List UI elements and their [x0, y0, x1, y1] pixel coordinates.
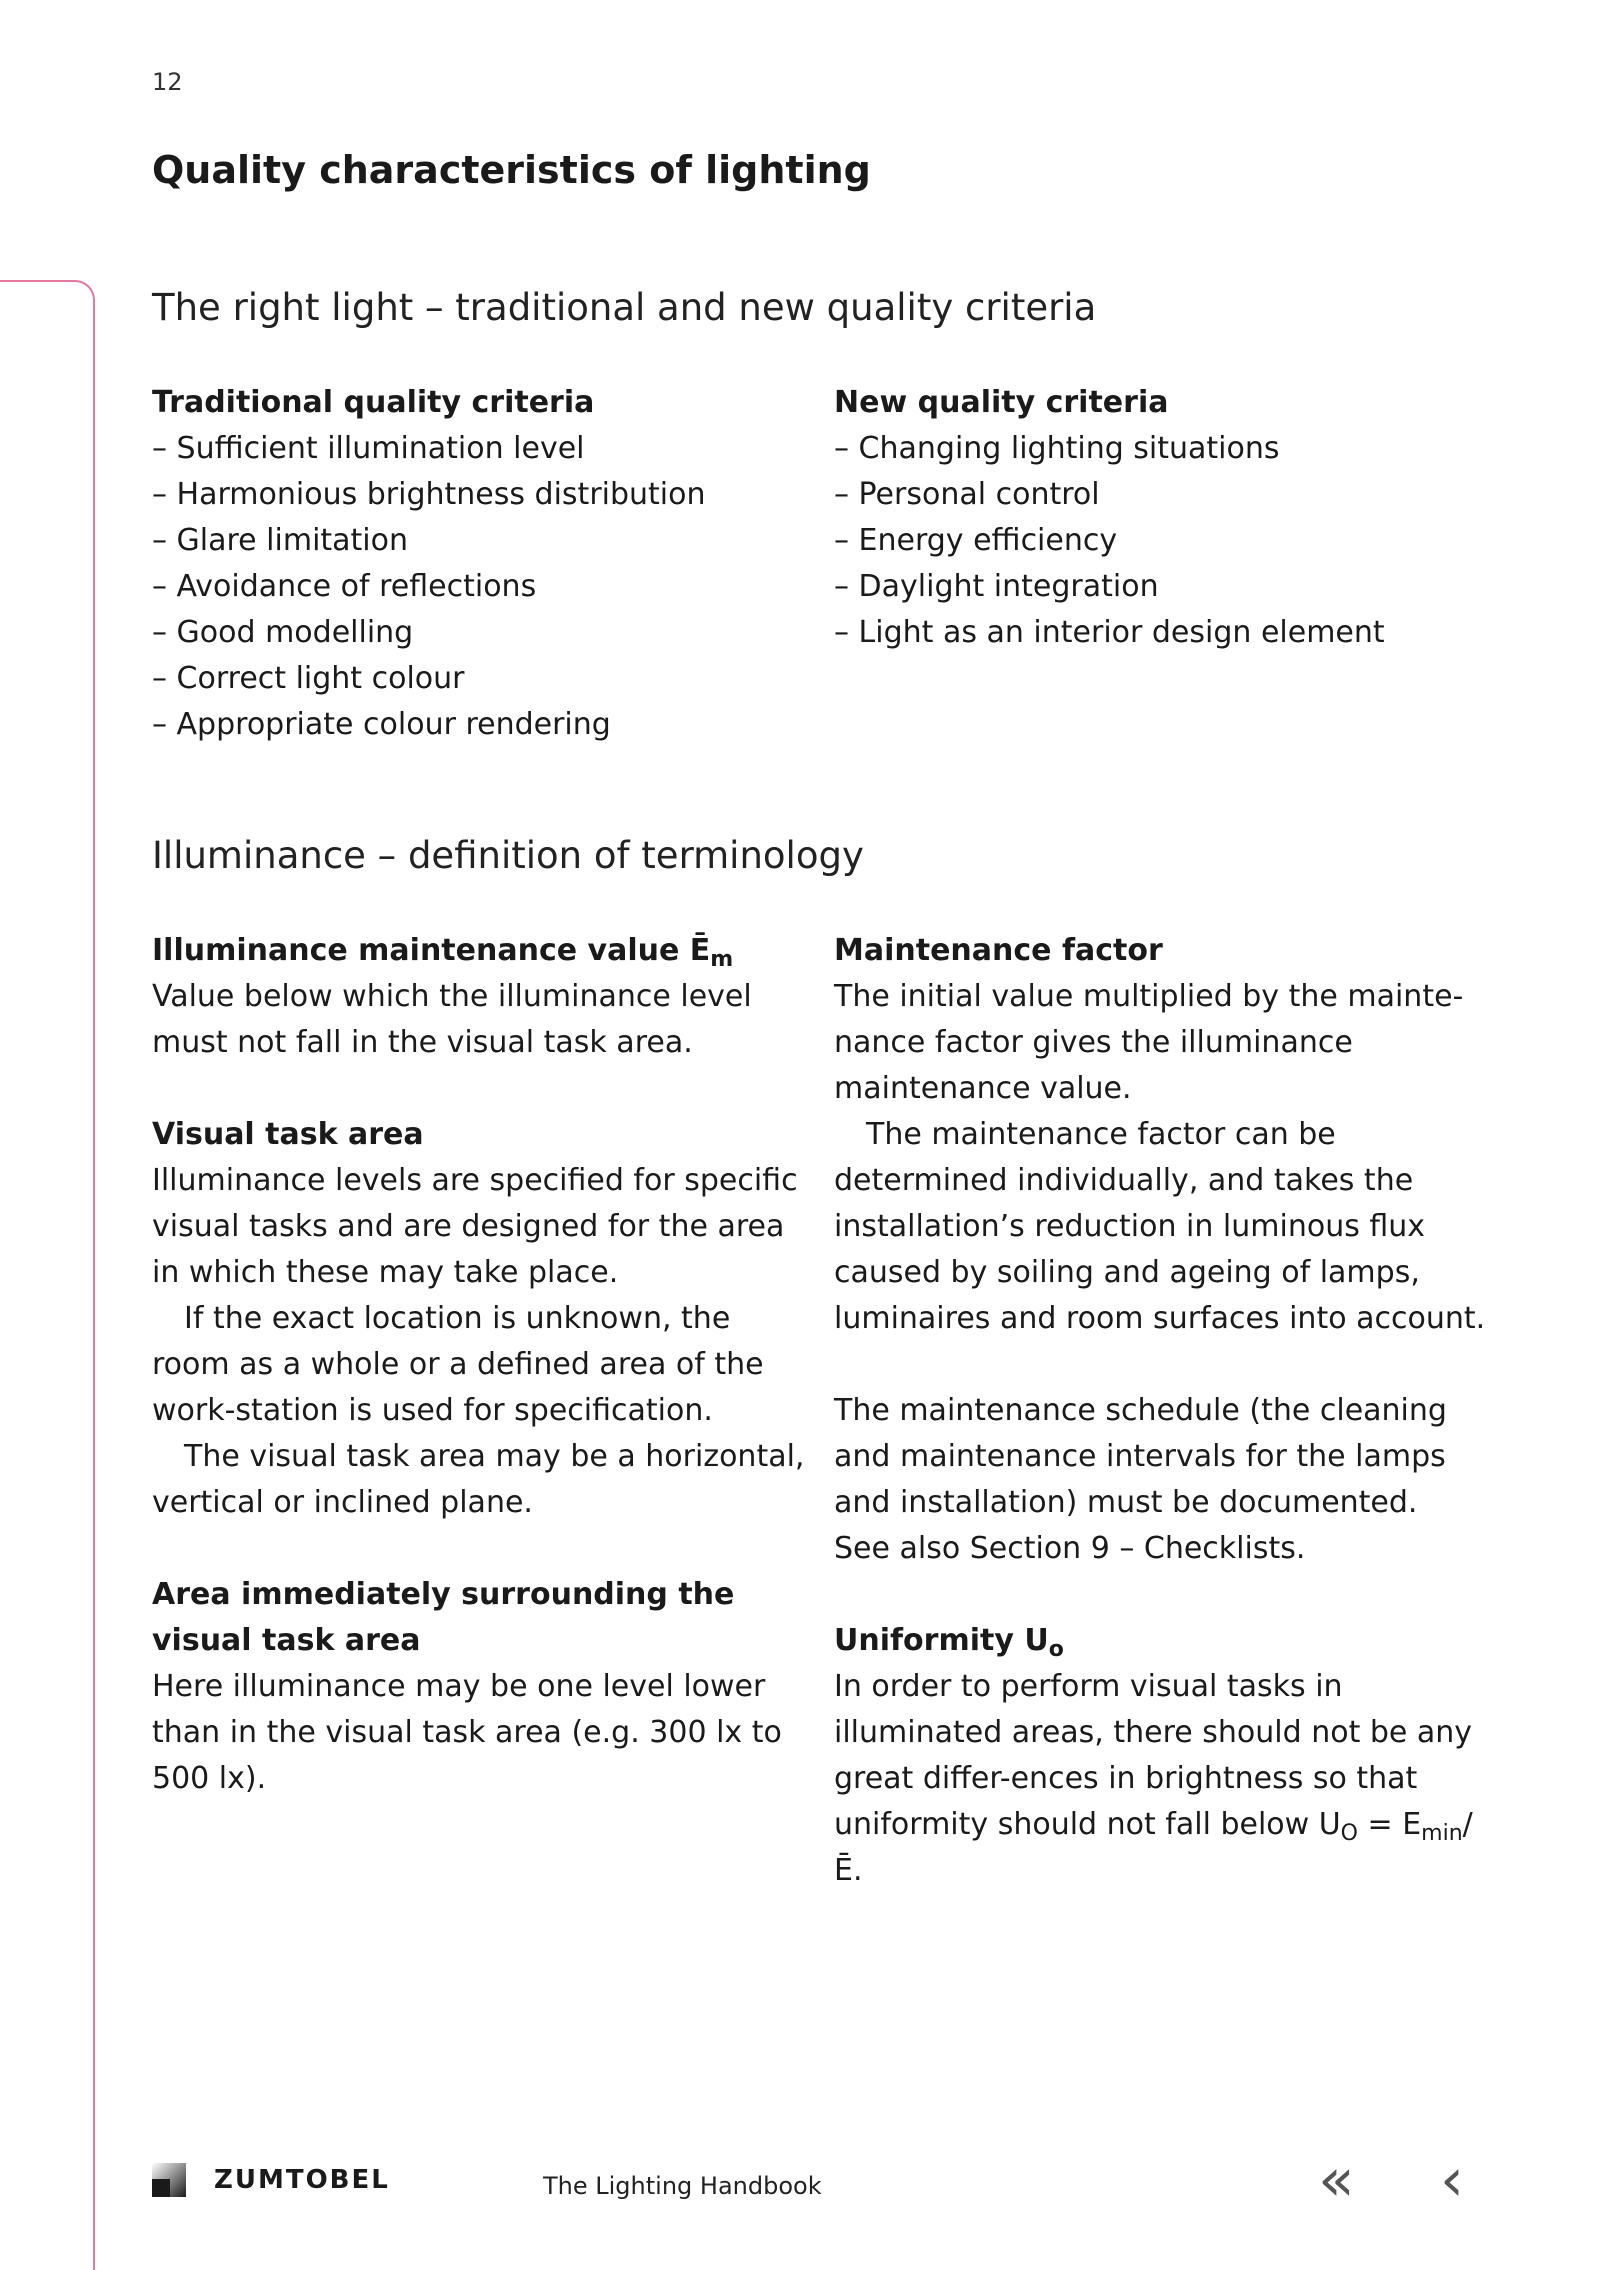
list-item: – Good modelling — [152, 615, 414, 650]
traditional-criteria-list — [152, 426, 812, 748]
list-item: – Harmonious brightness distribution — [152, 477, 706, 512]
list-item: – Personal control — [834, 477, 1100, 512]
new-criteria-title: New quality criteria — [834, 385, 1169, 420]
double-chevron-left-icon: « — [1318, 2145, 1341, 2215]
new-criteria-block — [834, 380, 1494, 656]
list-item: – Appropriate colour rendering — [152, 707, 611, 742]
margin-accent-line — [0, 280, 95, 2270]
maintenance-value-subscript: m — [710, 947, 734, 972]
uniformity-title — [834, 1618, 1494, 1664]
section-heading-right-light: The right light – traditional and new quality criteria — [152, 286, 1097, 329]
maintenance-value-text: Value below which the illuminance level must not fall in the visual task area. — [152, 979, 752, 1060]
maintenance-factor-paragraph-1: The initial value multiplied by the mainte-nance factor gives the illuminance maintenance value. — [834, 979, 1464, 1106]
previous-page-button[interactable] — [1440, 2145, 1464, 2215]
visual-task-area-paragraph-2: If the exact location is unknown, the room as a whole or a defined area of the work-station is used for specification. — [152, 1301, 764, 1428]
uniformity-title-subscript: o — [1048, 1637, 1064, 1662]
surrounding-area-text: Here illuminance may be one level lower than in the visual task area (e.g. 300 lx to 500 lx). — [152, 1669, 782, 1796]
uniformity-title-text: Uniformity U — [834, 1623, 1049, 1658]
section-heading-illuminance: Illuminance – definition of terminology — [152, 834, 864, 877]
visual-task-area-paragraph-1: Illuminance levels are specified for specific visual tasks and are designed for the area in which these may take place. — [152, 1163, 798, 1290]
chevron-left-icon: ‹ — [1440, 2145, 1464, 2215]
uniformity-sub-min: min — [1421, 1821, 1463, 1846]
uniformity-text-part-c: /Ē. — [834, 1807, 1473, 1888]
uniformity-text-part-a: In order to perform visual tasks in illuminated areas, there should not be any great differ-ences in brightness so that uniformity should not fall below U — [834, 1669, 1473, 1842]
uniformity-sub-o: O — [1340, 1821, 1358, 1846]
book-title: The Lighting Handbook — [543, 2172, 822, 2200]
list-item: – Sufficient illumination level — [152, 431, 585, 466]
list-item: – Light as an interior design element — [834, 615, 1385, 650]
traditional-criteria-title: Traditional quality criteria — [152, 385, 595, 420]
page-number: 12 — [152, 68, 183, 96]
first-page-button[interactable] — [1318, 2145, 1341, 2215]
illuminance-right-column — [834, 928, 1494, 1894]
new-criteria-list — [834, 426, 1494, 656]
list-item: – Avoidance of reflections — [152, 569, 537, 604]
maintenance-schedule-paragraph: The maintenance schedule (the cleaning and maintenance intervals for the lamps and installation) must be documented. — [834, 1393, 1447, 1520]
list-item: – Changing lighting situations — [834, 431, 1280, 466]
list-item: – Correct light colour — [152, 661, 465, 696]
traditional-criteria-block — [152, 380, 812, 748]
logo-mark-icon — [152, 2163, 186, 2197]
page-title: Quality characteristics of lighting — [152, 148, 871, 192]
maintenance-value-title — [152, 928, 812, 974]
zumtobel-logo — [152, 2163, 390, 2197]
checklists-reference: See also Section 9 – Checklists. — [834, 1531, 1306, 1566]
maintenance-factor-title: Maintenance factor — [834, 933, 1163, 968]
list-item: – Energy efficiency — [834, 523, 1118, 558]
visual-task-area-title: Visual task area — [152, 1117, 424, 1152]
uniformity-text — [834, 1664, 1494, 1894]
maintenance-factor-paragraph-2: The maintenance factor can be determined individually, and takes the installation’s reduction in luminous flux caused by soiling and ageing of lamps, luminaires and room surfaces into account. — [834, 1117, 1486, 1336]
uniformity-text-part-b: = E — [1358, 1807, 1422, 1842]
list-item: – Glare limitation — [152, 523, 409, 558]
illuminance-left-column — [152, 928, 812, 1802]
maintenance-value-title-text: Illuminance maintenance value Ē — [152, 933, 711, 968]
visual-task-area-paragraph-3: The visual task area may be a horizontal, vertical or inclined plane. — [152, 1439, 805, 1520]
list-item: – Daylight integration — [834, 569, 1159, 604]
surrounding-area-title: Area immediately surrounding the visual task area — [152, 1577, 735, 1658]
brand-name: ZUMTOBEL — [214, 2165, 390, 2195]
